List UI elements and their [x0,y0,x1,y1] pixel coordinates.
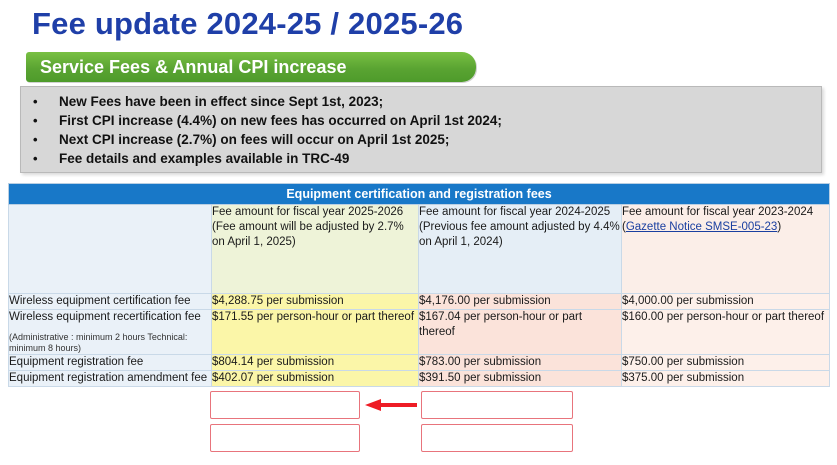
bullet-marker-icon: • [33,94,38,109]
cell-2024-recertification: $167.04 per person-hour or part thereof [419,310,622,355]
paren-close: ) [777,221,782,233]
list-item [33,131,815,149]
bullets-panel [20,86,822,173]
cell-2023-registration: $750.00 per submission [622,355,830,371]
bullet-marker-icon: • [33,113,38,128]
column-header-blank [9,205,212,294]
banner-label: Service Fees & Annual CPI increase [40,57,347,77]
table-header-row [9,184,830,205]
bullet-text: New Fees have been in effect since Sept 1st, 2023; [59,94,384,109]
column-header-2024-2025 [419,205,622,294]
cell-2024-certification: $4,176.00 per submission [419,294,622,310]
column-header-2025-2026 [212,205,419,294]
list-item [33,150,815,168]
cell-2024-registration: $783.00 per submission [419,355,622,371]
table-row [9,310,830,355]
cell-2024-amendment: $391.50 per submission [419,371,622,387]
cell-2025-certification: $4,288.75 per submission [212,294,419,310]
fees-table [8,183,830,387]
column-header-line1: Fee amount for fiscal year 2023-2024 [622,206,814,218]
highlight-outline-2025-amendment [210,424,360,452]
row-label-certification-fee: Wireless equipment certification fee [9,294,212,310]
cell-2025-amendment: $402.07 per submission [212,371,419,387]
left-arrow-icon [365,398,417,412]
cell-2023-amendment: $375.00 per submission [622,371,830,387]
column-header-line2: (Fee amount will be adjusted by 2.7% on April 1, 2025) [212,221,404,248]
list-item [33,93,815,111]
row-label-note: (Administrative : minimum 2 hours Technical: minimum 8 hours) [9,332,188,353]
page-title: Fee update 2024-25 / 2025-26 [32,6,464,41]
table-row [9,371,830,387]
cell-2023-certification: $4,000.00 per submission [622,294,830,310]
row-label-registration-amendment-fee: Equipment registration amendment fee [9,371,212,387]
bullet-text: Fee details and examples available in TRC-49 [59,151,350,166]
section-banner [26,52,482,84]
row-label-registration-fee: Equipment registration fee [9,355,212,371]
gazette-notice-link[interactable]: Gazette Notice SMSE-005-23 [625,221,778,233]
bullet-text: Next CPI increase (2.7%) on fees will occur on April 1st 2025; [59,132,450,147]
column-header-line2: (Previous fee amount adjusted by 4.4% on April 1, 2024) [419,221,620,248]
bullet-text: First CPI increase (4.4%) on new fees has occurred on April 1st 2024; [59,113,502,128]
list-item [33,112,815,130]
column-header-line2 [622,220,829,235]
highlight-outline-2024-amendment [421,424,573,452]
table-title: Equipment certification and registration fees [9,184,830,205]
cell-2025-registration: $804.14 per submission [212,355,419,371]
column-header-2023-2024 [622,205,830,294]
column-header-line1: Fee amount for fiscal year 2024-2025 [419,206,611,218]
table-row [9,294,830,310]
row-label-text: Wireless equipment recertification fee [9,311,201,323]
highlight-outline-2024-registration [421,391,573,419]
highlight-outline-2025-registration [210,391,360,419]
row-label-recertification-fee [9,310,212,355]
bullets-list [33,93,815,169]
bullet-marker-icon: • [33,132,38,147]
column-header-line1: Fee amount for fiscal year 2025-2026 [212,206,404,218]
table-row [9,355,830,371]
paren-open: ( [622,221,626,233]
cell-2025-recertification: $171.55 per person-hour or part thereof [212,310,419,355]
bullet-marker-icon: • [33,151,38,166]
table-column-header-row [9,205,830,294]
cell-2023-recertification: $160.00 per person-hour or part thereof [622,310,830,355]
